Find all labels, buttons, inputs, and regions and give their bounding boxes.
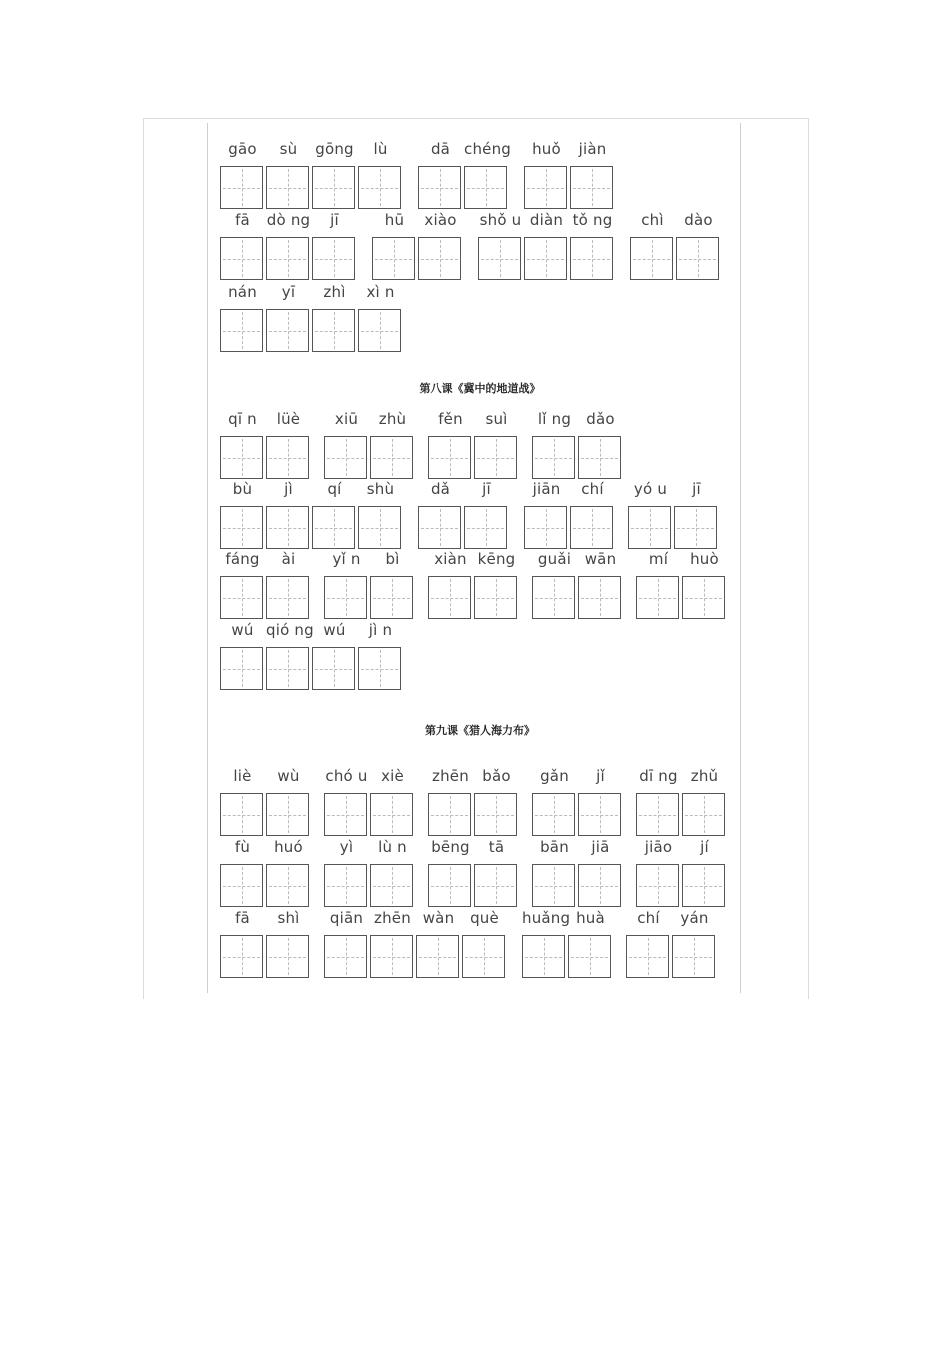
pinyin-label: jiāo [644,838,673,856]
writing-box[interactable] [220,935,263,978]
pinyin-label: chéng [464,140,512,158]
pinyin-label: bān [540,838,569,856]
pinyin-label: zhǔ [690,767,719,785]
pinyin-label: dǎ [430,480,451,498]
writing-box[interactable] [464,166,507,209]
writing-box[interactable] [682,576,725,619]
pinyin-label: jí [700,838,709,856]
pinyin-label: jī [692,480,701,498]
writing-box[interactable] [478,237,521,280]
lesson-9-title: 第九课《猎人海力布》 [425,724,535,737]
pinyin-label: bēng [431,838,470,856]
writing-box[interactable] [358,309,401,352]
writing-box[interactable] [324,864,367,907]
pinyin-label: sù [279,140,298,158]
pinyin-label: yán [680,909,709,927]
pinyin-label: zhēn [374,909,411,927]
writing-box[interactable] [532,793,575,836]
writing-box[interactable] [418,166,461,209]
pinyin-label: zhù [378,410,407,428]
writing-box[interactable] [266,793,309,836]
writing-box[interactable] [570,237,613,280]
pinyin-label: chí [581,480,604,498]
writing-box[interactable] [578,576,621,619]
writing-box[interactable] [312,647,355,690]
pinyin-label: huò [690,550,719,568]
writing-box[interactable] [474,793,517,836]
writing-box[interactable] [220,506,263,549]
pinyin-label: fáng [225,550,260,568]
pinyin-label: lüè [276,410,301,428]
writing-box[interactable] [464,506,507,549]
pinyin-label: kēng [477,550,516,568]
pinyin-label: gāo [228,140,257,158]
pinyin-label: mí [648,550,669,568]
pinyin-label: xiào [424,211,457,229]
writing-box[interactable] [474,436,517,479]
writing-box[interactable] [630,237,673,280]
pinyin-label: yǐ n [332,550,361,568]
lesson-8-title: 第八课《冀中的地道战》 [419,382,541,395]
writing-box[interactable] [462,935,505,978]
writing-box[interactable] [266,436,309,479]
pinyin-label: qiān [329,909,364,927]
writing-box[interactable] [312,309,355,352]
writing-box[interactable] [220,309,263,352]
writing-box[interactable] [428,793,471,836]
writing-box[interactable] [676,237,719,280]
pinyin-label: wàn [422,909,455,927]
writing-box[interactable] [578,793,621,836]
pinyin-label: shì [277,909,300,927]
writing-box[interactable] [568,935,611,978]
writing-box[interactable] [370,576,413,619]
writing-box[interactable] [428,576,471,619]
pinyin-label: xiè [381,767,404,785]
pinyin-label: lù n [378,838,407,856]
pinyin-label: lù [373,140,388,158]
writing-box[interactable] [372,237,415,280]
writing-box[interactable] [418,506,461,549]
pinyin-label: jiàn [578,140,607,158]
writing-box[interactable] [220,436,263,479]
pinyin-label: qió ng [266,621,314,639]
pinyin-label: shǒ u [479,211,522,229]
writing-box[interactable] [578,864,621,907]
writing-box[interactable] [682,864,725,907]
pinyin-label: fā [235,211,250,229]
pinyin-label: yī [281,283,296,301]
pinyin-label: ài [281,550,296,568]
writing-box[interactable] [570,506,613,549]
writing-box[interactable] [524,506,567,549]
writing-box[interactable] [636,793,679,836]
pinyin-label: gōng [315,140,354,158]
pinyin-label: huó [274,838,303,856]
writing-box[interactable] [266,576,309,619]
writing-box[interactable] [532,436,575,479]
writing-box[interactable] [674,506,717,549]
writing-box[interactable] [474,864,517,907]
writing-box[interactable] [312,506,355,549]
writing-box[interactable] [578,436,621,479]
pinyin-label: jī [330,211,339,229]
writing-box[interactable] [532,576,575,619]
pinyin-label: què [470,909,499,927]
pinyin-label: jì [284,480,293,498]
writing-box[interactable] [474,576,517,619]
writing-box[interactable] [220,793,263,836]
writing-box[interactable] [220,237,263,280]
pinyin-label: wú [231,621,254,639]
writing-box[interactable] [312,166,355,209]
pinyin-label: diàn [529,211,564,229]
pinyin-label: tā [488,838,505,856]
writing-box[interactable] [370,935,413,978]
pinyin-label: shù [366,480,395,498]
writing-box[interactable] [324,576,367,619]
pinyin-label: zhēn [432,767,469,785]
writing-box[interactable] [220,647,263,690]
pinyin-label: fù [234,838,251,856]
pinyin-label: huà [576,909,605,927]
writing-box[interactable] [428,436,471,479]
writing-box[interactable] [522,935,565,978]
writing-box[interactable] [636,576,679,619]
pinyin-label: huǒ [532,140,561,158]
writing-box[interactable] [324,935,367,978]
pinyin-label: nán [228,283,257,301]
pinyin-label: qī n [228,410,257,428]
writing-box[interactable] [266,506,309,549]
pinyin-label: jiā [591,838,610,856]
pinyin-label: hū [384,211,405,229]
pinyin-label: jiān [532,480,561,498]
writing-box[interactable] [266,935,309,978]
writing-box[interactable] [358,166,401,209]
writing-box[interactable] [220,864,263,907]
writing-box[interactable] [524,166,567,209]
writing-box[interactable] [312,237,355,280]
pinyin-label: fā [235,909,250,927]
pinyin-label: wú [323,621,346,639]
writing-box[interactable] [266,864,309,907]
writing-box[interactable] [418,237,461,280]
pinyin-label: chì [641,211,664,229]
writing-box[interactable] [532,864,575,907]
pinyin-label: jì n [368,621,393,639]
writing-box[interactable] [324,436,367,479]
writing-box[interactable] [358,506,401,549]
writing-box[interactable] [416,935,459,978]
writing-box[interactable] [428,864,471,907]
writing-box[interactable] [220,166,263,209]
writing-box[interactable] [358,647,401,690]
writing-box[interactable] [628,506,671,549]
pinyin-label: guǎi [537,550,572,568]
pinyin-label: yó u [633,480,668,498]
pinyin-label: tǒ ng [572,211,613,229]
pinyin-label: fěn [438,410,463,428]
pinyin-label: xiàn [434,550,467,568]
pinyin-label: suì [485,410,508,428]
writing-box[interactable] [570,166,613,209]
pinyin-label: qí [327,480,342,498]
pinyin-label: bǎo [482,767,511,785]
writing-box[interactable] [682,793,725,836]
pinyin-label: chó u [325,767,368,785]
pinyin-label: zhì [323,283,346,301]
writing-box[interactable] [266,166,309,209]
pinyin-label: bì [385,550,400,568]
pinyin-label: dǎo [586,410,615,428]
pinyin-label: xiū [334,410,359,428]
writing-box[interactable] [266,237,309,280]
pinyin-label: lǐ ng [537,410,572,428]
writing-box[interactable] [524,237,567,280]
writing-box[interactable] [636,864,679,907]
writing-box[interactable] [266,647,309,690]
pinyin-label: chí [637,909,660,927]
pinyin-label: dī ng [639,767,678,785]
pinyin-label: xì n [366,283,395,301]
pinyin-label: wān [584,550,617,568]
pinyin-label: bù [232,480,253,498]
pinyin-label: gǎn [540,767,569,785]
pinyin-label: dò ng [266,211,311,229]
pinyin-label: dào [684,211,713,229]
writing-box[interactable] [370,864,413,907]
writing-box[interactable] [626,935,669,978]
pinyin-label: jī [482,480,491,498]
pinyin-label: yì [339,838,354,856]
writing-box[interactable] [324,793,367,836]
writing-box[interactable] [370,793,413,836]
writing-box[interactable] [266,309,309,352]
writing-box[interactable] [220,576,263,619]
pinyin-label: wù [277,767,300,785]
writing-box[interactable] [370,436,413,479]
writing-box[interactable] [672,935,715,978]
pinyin-label: jǐ [596,767,605,785]
pinyin-label: dā [430,140,451,158]
pinyin-label: huǎng [522,909,571,927]
pinyin-label: liè [233,767,252,785]
